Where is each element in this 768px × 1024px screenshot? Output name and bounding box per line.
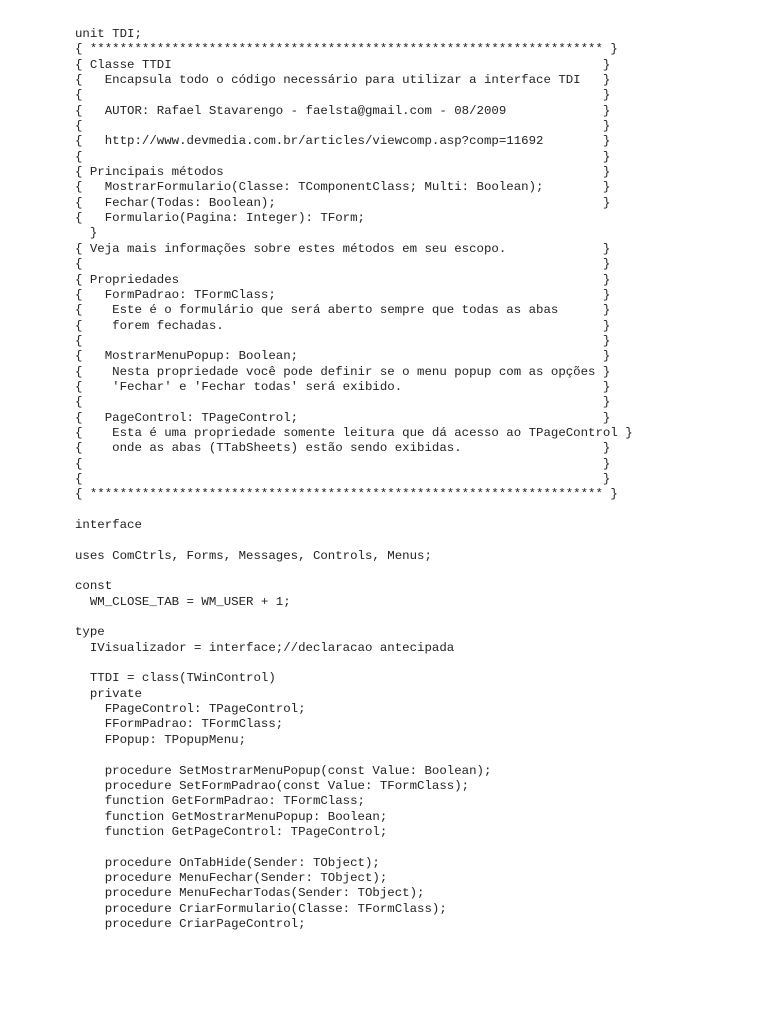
code-line: { Veja mais informações sobre estes métodos em seu escopo. }	[75, 241, 611, 256]
code-line: FPopup: TPopupMenu;	[75, 732, 247, 747]
code-line: procedure CriarPageControl;	[75, 916, 306, 931]
code-line: { onde as abas (TTabSheets) estão sendo exibidas. }	[75, 441, 611, 456]
code-line: procedure MenuFechar(Sender: TObject);	[75, 870, 388, 885]
code-line: { Classe TTDI }	[75, 57, 611, 72]
code-line	[75, 533, 633, 548]
code-line: { Encapsula todo o código necessário para utilizar a interface TDI }	[75, 73, 611, 88]
code-line: { Esta é uma propriedade somente leitura que dá acesso ao TPageControl }	[75, 425, 633, 440]
code-line: }	[75, 226, 98, 241]
code-line: { }	[75, 471, 611, 486]
code-line: { MostrarFormulario(Classe: TComponentClass; Multi: Boolean); }	[75, 180, 611, 195]
code-line: type	[75, 625, 105, 640]
code-line: { }	[75, 257, 611, 272]
code-line: function GetMostrarMenuPopup: Boolean;	[75, 809, 388, 824]
code-line: procedure CriarFormulario(Classe: TFormClass);	[75, 901, 447, 916]
code-line: function GetFormPadrao: TFormClass;	[75, 794, 365, 809]
code-line: { }	[75, 149, 611, 164]
code-line: { }	[75, 395, 611, 410]
code-line: { ********************************************************************* }	[75, 42, 618, 57]
code-line: procedure SetFormPadrao(const Value: TFormClass);	[75, 778, 470, 793]
code-line: procedure SetMostrarMenuPopup(const Value: Boolean);	[75, 763, 492, 778]
code-line: interface	[75, 518, 142, 532]
code-line: const	[75, 579, 113, 594]
code-line	[75, 610, 633, 625]
code-line: { }	[75, 88, 611, 103]
code-line: { Propriedades }	[75, 272, 611, 287]
code-line: { Nesta propriedade você pode definir se o menu popup com as opções }	[75, 364, 611, 379]
code-line: { Fechar(Todas: Boolean); }	[75, 195, 611, 210]
code-line	[75, 503, 633, 518]
code-line: { Formulario(Pagina: Integer): TForm;	[75, 211, 365, 226]
code-line	[75, 748, 633, 763]
code-line: { Este é o formulário que será aberto sempre que todas as abas }	[75, 303, 611, 318]
code-line: { 'Fechar' e 'Fechar todas' será exibido. }	[75, 379, 611, 394]
code-line: IVisualizador = interface;//declaracao antecipada	[75, 640, 455, 655]
code-line: FFormPadrao: TFormClass;	[75, 717, 284, 732]
code-line: FPageControl: TPageControl;	[75, 702, 306, 717]
code-line: { }	[75, 119, 611, 134]
code-line: WM_CLOSE_TAB = WM_USER + 1;	[75, 594, 291, 609]
code-line: private	[75, 686, 142, 701]
code-line	[75, 564, 633, 579]
code-line: unit TDI;	[75, 27, 142, 41]
code-line: { FormPadrao: TFormClass; }	[75, 287, 611, 302]
code-line	[75, 656, 633, 671]
code-line: { ********************************************************************* }	[75, 487, 618, 502]
code-listing	[75, 27, 633, 932]
code-line: { forem fechadas. }	[75, 318, 611, 333]
code-line: function GetPageControl: TPageControl;	[75, 824, 388, 839]
code-line: { Principais métodos }	[75, 165, 611, 180]
code-line: { http://www.devmedia.com.br/articles/viewcomp.asp?comp=11692 }	[75, 134, 611, 149]
code-line: TTDI = class(TWinControl)	[75, 671, 276, 686]
code-line: { AUTOR: Rafael Stavarengo - faelsta@gmail.com - 08/2009 }	[75, 103, 611, 118]
code-line: { PageControl: TPageControl; }	[75, 410, 611, 425]
code-line	[75, 840, 633, 855]
code-line: procedure OnTabHide(Sender: TObject);	[75, 855, 380, 870]
code-line: { }	[75, 456, 611, 471]
code-line: { }	[75, 333, 611, 348]
code-line: { MostrarMenuPopup: Boolean; }	[75, 349, 611, 364]
code-line: uses ComCtrls, Forms, Messages, Controls, Menus;	[75, 548, 432, 563]
code-line: procedure MenuFecharTodas(Sender: TObject);	[75, 886, 425, 901]
